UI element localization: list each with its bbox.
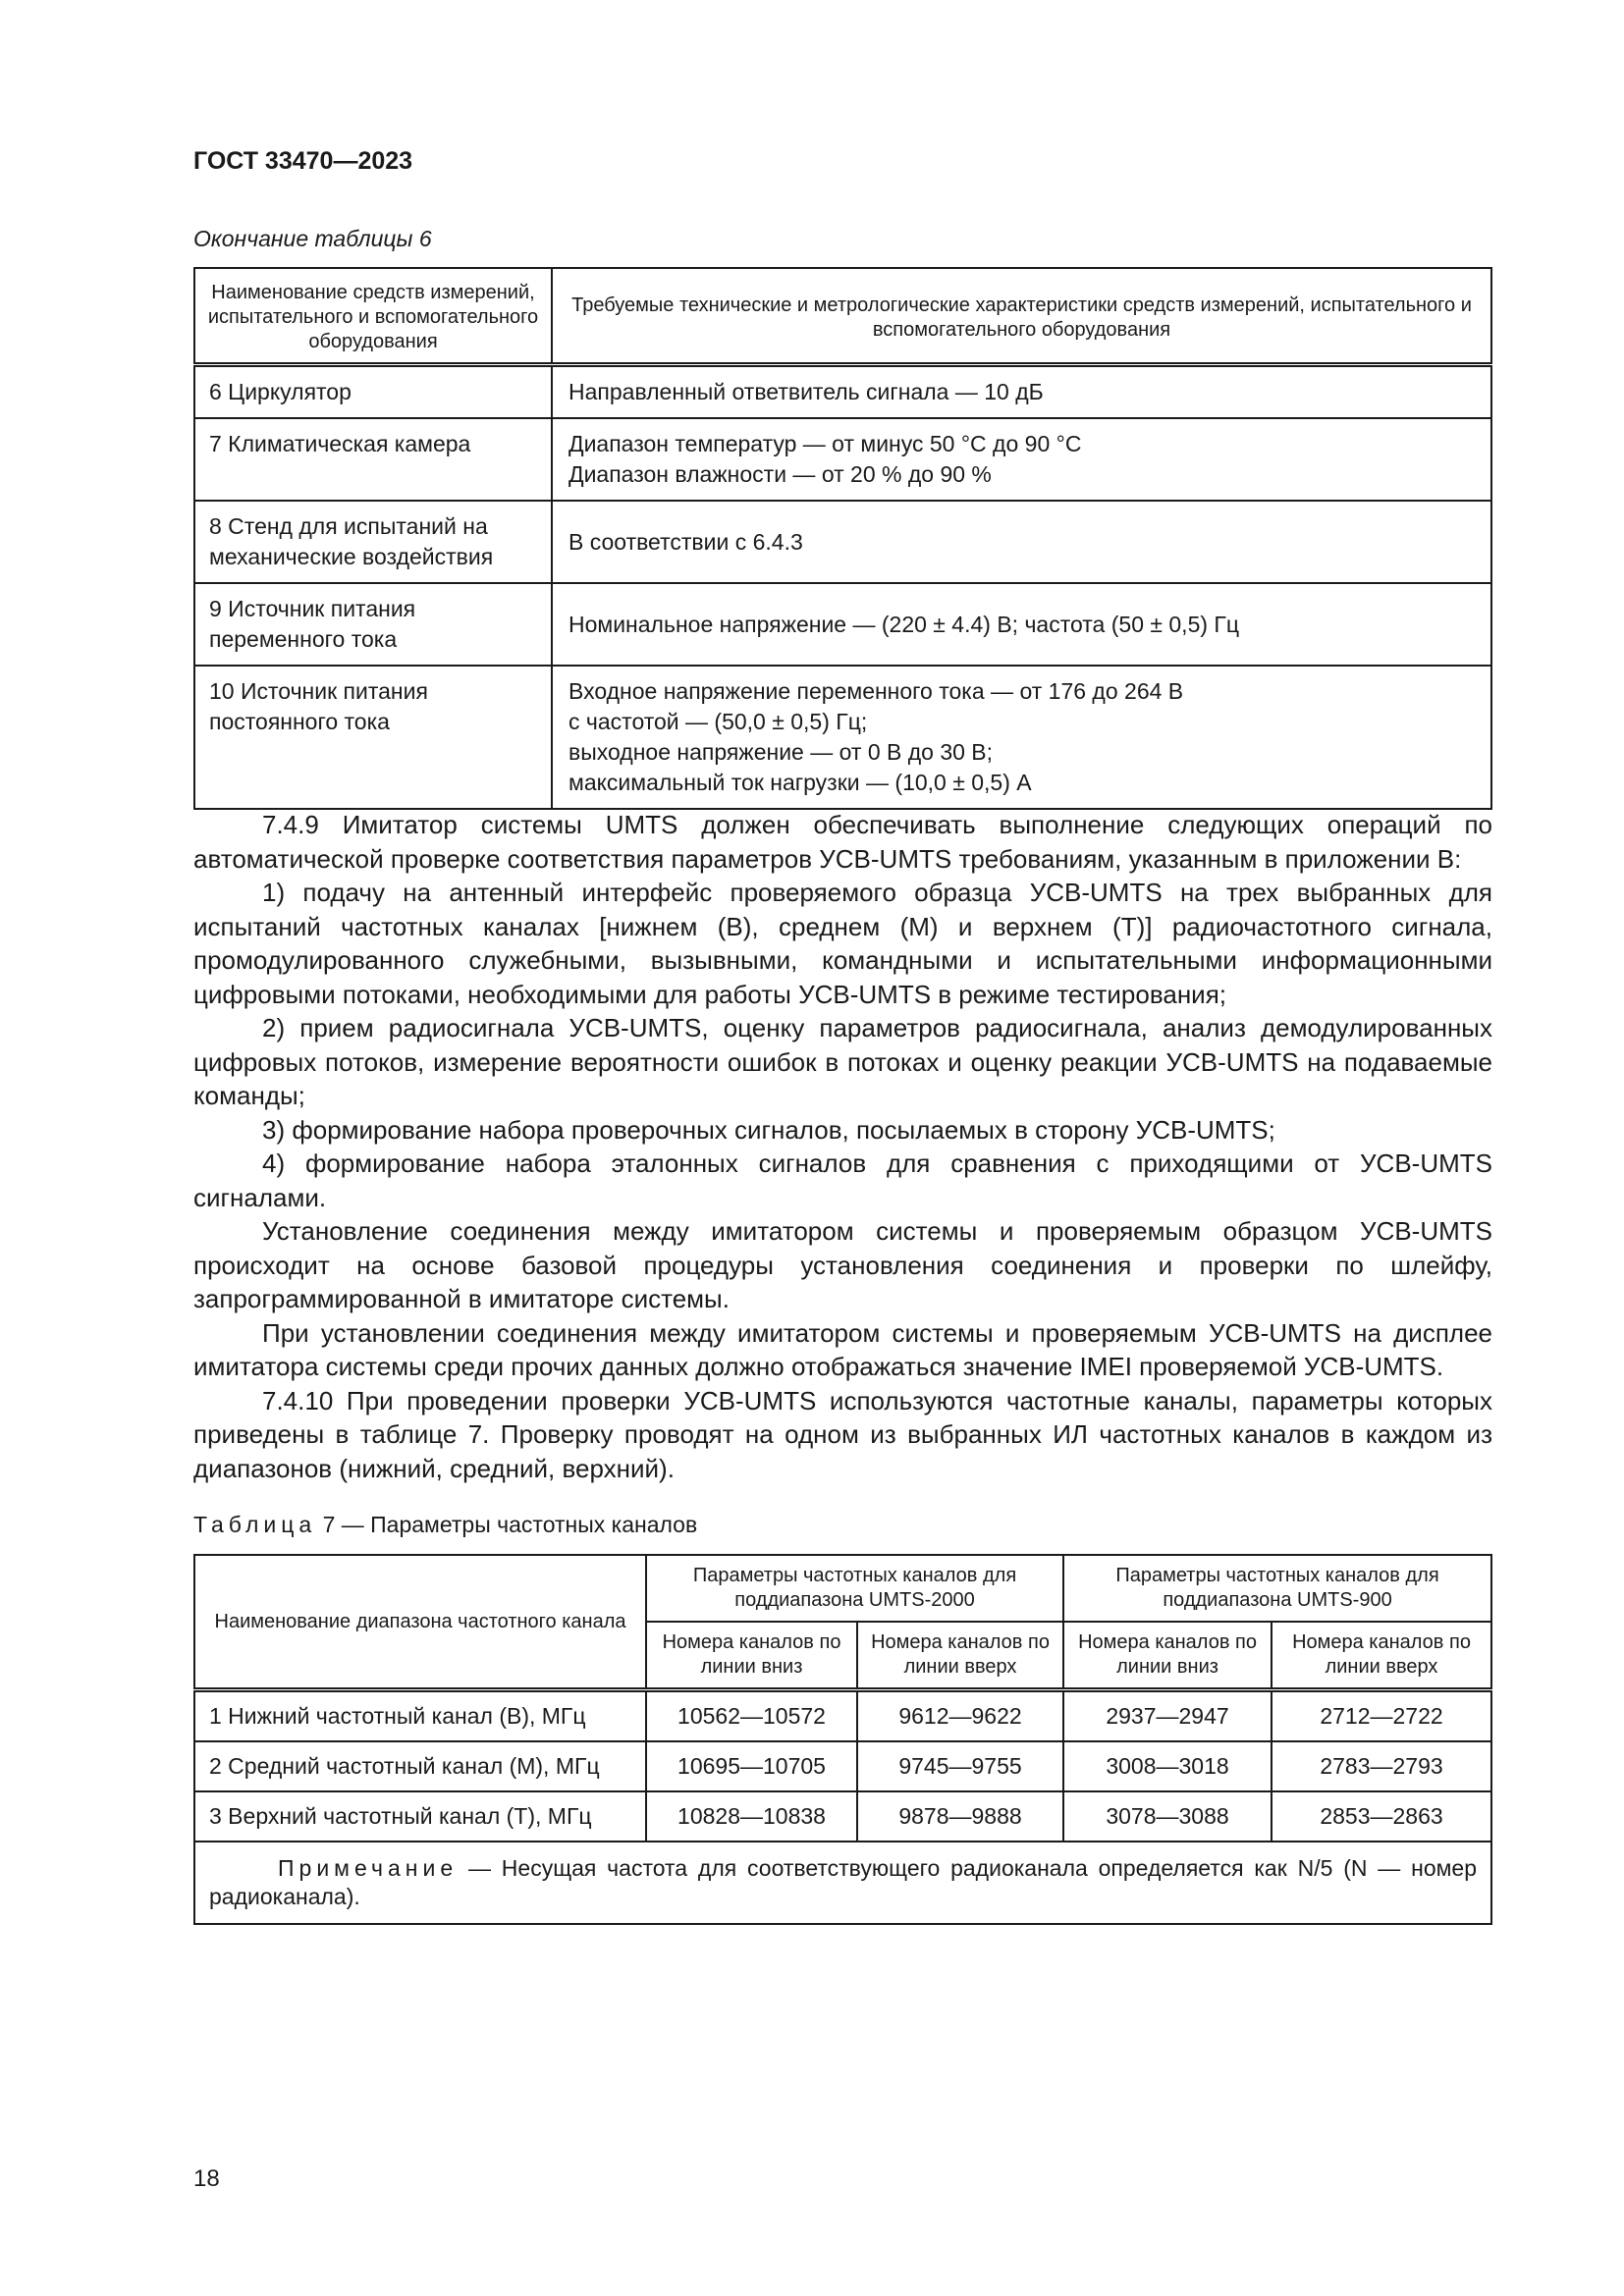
table7-cell-value: 3078—3088: [1063, 1791, 1272, 1842]
spec-line: Диапазон температур — от минус 50 °С до 90 °С: [568, 431, 1082, 456]
table6-cell-name: 6 Циркулятор: [194, 365, 552, 419]
page-number: 18: [193, 2165, 220, 2192]
table7-subheader: Номера каналов по линии вниз: [646, 1622, 857, 1690]
body-text: [193, 808, 1492, 1485]
spec-line: выходное напряжение — от 0 В до 30 В;: [568, 739, 994, 765]
table-6: [193, 267, 1492, 810]
table-row: [194, 1690, 1491, 1742]
table7-cell-value: 2783—2793: [1272, 1741, 1491, 1791]
table6-header-equipment: Наименование средств измерений, испытательного и вспомогательного оборудования: [194, 268, 552, 365]
table6-cell-name: 10 Источник питания постоянного тока: [194, 666, 552, 809]
table6-cell-spec: [552, 501, 1491, 583]
spec-line: максимальный ток нагрузки — (10,0 ± 0,5) А: [568, 770, 1032, 795]
table7-header-umts900: Параметры частотных каналов для поддиапазона UMTS-900: [1063, 1555, 1491, 1622]
table-row: [194, 666, 1491, 809]
table-7: [193, 1554, 1492, 1925]
table7-header-name: Наименование диапазона частотного канала: [194, 1555, 646, 1690]
spec-line: В соответствии с 6.4.3: [568, 528, 803, 555]
table6-cell-spec: [552, 418, 1491, 501]
table7-cell-value: 3008—3018: [1063, 1741, 1272, 1791]
paragraph: Установление соединения между имитатором системы и проверяемым образцом УСВ-UMTS происходит на основе базовой процедуры установления соединения и проверки по шлейфу, запрограммированной в имитаторе системы.: [193, 1216, 1492, 1313]
document-code: ГОСТ 33470—2023: [193, 147, 413, 175]
table7-header-row: [194, 1555, 1491, 1622]
table7-cell-value: 10562—10572: [646, 1690, 857, 1742]
table7-cell-name: 3 Верхний частотный канал (Т), МГц: [194, 1791, 646, 1842]
table7-header-umts2000: Параметры частотных каналов для поддиапазона UMTS-2000: [646, 1555, 1063, 1622]
table7-cell-value: 9878—9888: [857, 1791, 1063, 1842]
table7-subheader: Номера каналов по линии вверх: [857, 1622, 1063, 1690]
table7-cell-value: 2712—2722: [1272, 1690, 1491, 1742]
table-row: [194, 418, 1491, 501]
paragraph: При установлении соединения между имитатором системы и проверяемым УСВ-UMTS на дисплее имитатора системы среди прочих данных должно отображаться значение IMEI проверяемой УСВ-UMTS.: [193, 1317, 1492, 1381]
spec-line: Входное напряжение переменного тока — от 176 до 264 В: [568, 678, 1184, 704]
table-row: [194, 583, 1491, 666]
paragraph: 2) прием радиосигнала УСВ-UMTS, оценку параметров радиосигнала, анализ демодулированных цифровых потоков, измерение вероятности ошибок в потоках и оценку реакции УСВ-UMTS на подаваемые команды;: [193, 1013, 1492, 1110]
table-row: [194, 501, 1491, 583]
table7-cell-value: 9745—9755: [857, 1741, 1063, 1791]
spec-line: Направленный ответвитель сигнала — 10 дБ: [568, 379, 1044, 404]
table-row: [194, 1741, 1491, 1791]
paragraph: 7.4.9 Имитатор системы UMTS должен обеспечивать выполнение следующих операций по автоматической проверке соответствия параметров УСВ-UMTS требованиям, указанным в приложении В:: [193, 810, 1492, 874]
table6-cell-spec: [552, 365, 1491, 419]
table7-subheader: Номера каналов по линии вниз: [1063, 1622, 1272, 1690]
paragraph: 4) формирование набора эталонных сигналов для сравнения с приходящими от УСВ-UMTS сигналами.: [193, 1148, 1492, 1212]
spec-line: с частотой — (50,0 ± 0,5) Гц;: [568, 709, 868, 734]
table-row: [194, 365, 1491, 419]
table6-header-row: [194, 268, 1491, 365]
note-label: Примечание: [278, 1855, 459, 1881]
table6-cell-spec: [552, 583, 1491, 666]
table7-caption: [193, 1512, 697, 1538]
spec-line: Диапазон влажности — от 20 % до 90 %: [568, 461, 992, 487]
paragraph: 7.4.10 При проведении проверки УСВ-UMTS используются частотные каналы, параметры которых приведены в таблице 7. Проверку проводят на одном из выбранных ИЛ частотных каналов в каждом из диапазонов (нижний, средний, верхний).: [193, 1385, 1492, 1483]
table7-cell-value: 2937—2947: [1063, 1690, 1272, 1742]
paragraph: 1) подачу на антенный интерфейс проверяемого образца УСВ-UMTS на трех выбранных для испытаний частотных каналах [нижнем (В), среднем (М) и верхнем (Т)] радиочастотного сигнала, промодулированного служебными, вызывными, командными и испытательными информационными цифровыми потоками, необходимыми для работы УСВ-UMTS в режиме тестирования;: [193, 878, 1492, 1009]
table7-cell-name: 2 Средний частотный канал (М), МГц: [194, 1741, 646, 1791]
table7-cell-value: 2853—2863: [1272, 1791, 1491, 1842]
spec-line: Номинальное напряжение — (220 ± 4.4) В; частота (50 ± 0,5) Гц: [568, 611, 1240, 637]
table-row: [194, 1791, 1491, 1842]
table6-cell-name: 9 Источник питания переменного тока: [194, 583, 552, 666]
table7-note: [194, 1842, 1491, 1924]
table6-cell-name: 8 Стенд для испытаний на механические воздействия: [194, 501, 552, 583]
table6-caption: Окончание таблицы 6: [193, 226, 432, 251]
table7-cell-value: 10828—10838: [646, 1791, 857, 1842]
table6-cell-spec: [552, 666, 1491, 809]
table7-subheader: Номера каналов по линии вверх: [1272, 1622, 1491, 1690]
table7-cell-name: 1 Нижний частотный канал (В), МГц: [194, 1690, 646, 1742]
paragraph: 3) формирование набора проверочных сигналов, посылаемых в сторону УСВ-UMTS;: [262, 1114, 1275, 1145]
table7-note-row: [194, 1842, 1491, 1924]
note-text: — Несущая частота для соответствующего радиоканала определяется как N/5 (N — номер радиоканала).: [209, 1855, 1478, 1909]
table7-cell-value: 10695—10705: [646, 1741, 857, 1791]
table7-cell-value: 9612—9622: [857, 1690, 1063, 1742]
table6-cell-name: 7 Климатическая камера: [194, 418, 552, 501]
table7-caption-word: Таблица: [193, 1512, 317, 1537]
table6-header-characteristics: Требуемые технические и метрологические характеристики средств измерений, испытательного и вспомогательного оборудования: [552, 268, 1491, 365]
table7-caption-text: 7 — Параметры частотных каналов: [322, 1512, 698, 1537]
